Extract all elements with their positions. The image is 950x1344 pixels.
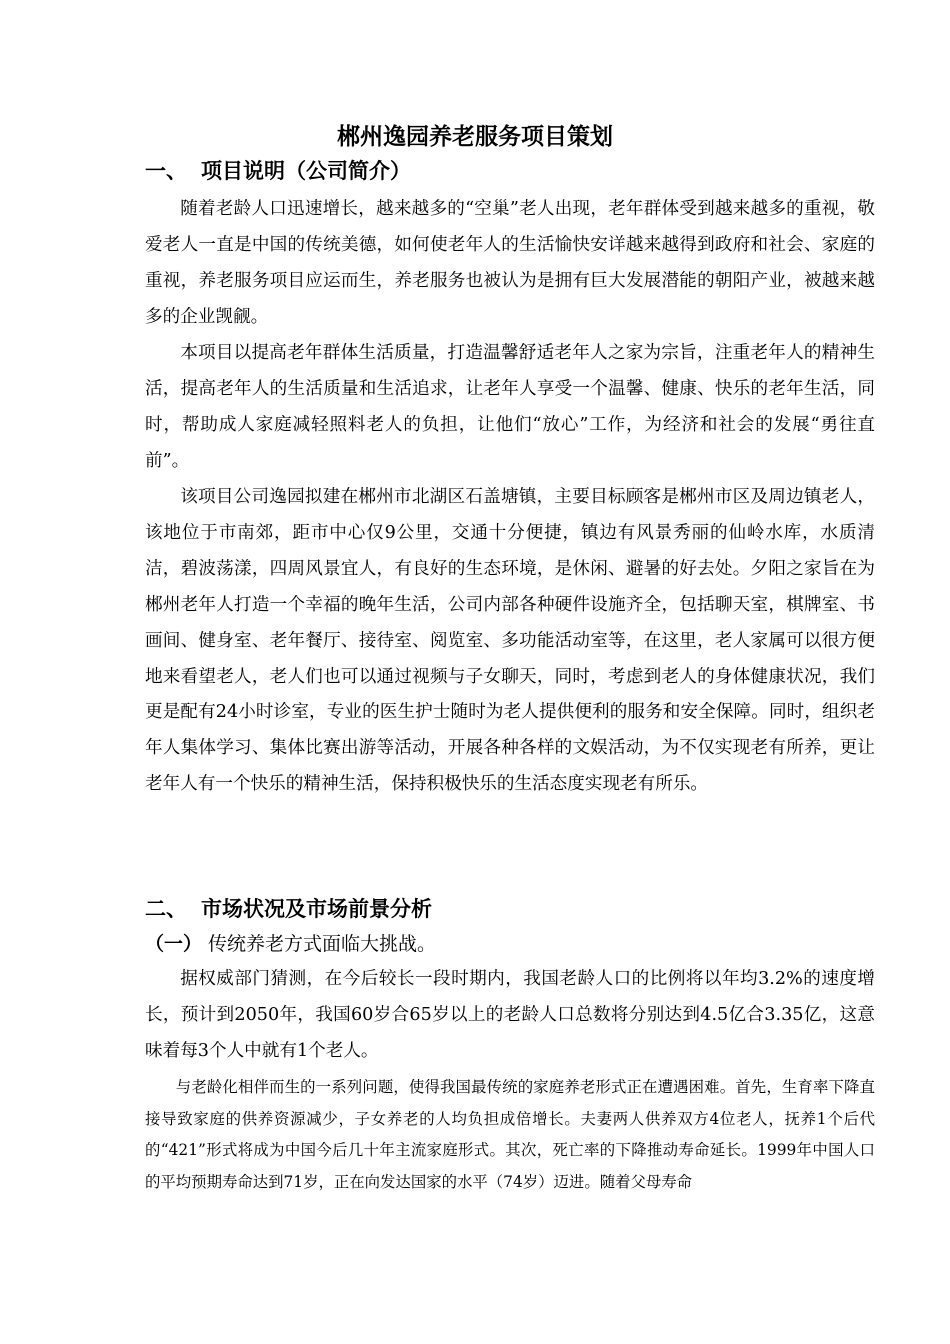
section-1-number: 一、 (145, 159, 187, 183)
section-1-paragraph-2: 本项目以提高老年群体生活质量，打造温馨舒适老年人之家为宗旨，注重老年人的精神生活，提高老年人的生活质量和生活追求，让老年人享受一个温馨、健康、快乐的老年生活，同时，帮助成人家庭减轻照料老人的负担，让他们“放心”工作，为经济和社会的发展“勇往直前”。 (145, 343, 875, 471)
section-2-heading (145, 894, 432, 924)
subsection-1-number: （一） (145, 933, 203, 955)
section-1-title: 项目说明（公司简介） (201, 159, 411, 183)
section-1-paragraph-1: 随着老龄人口迅速增长，越来越多的“空巢”老人出现，老年群体受到越来越多的重视，敬爱老人一直是中国的传统美德，如何使老年人的生活愉快安详越来越得到政府和社会、家庭的重视，养老服务项目应运而生，养老服务也被认为是拥有巨大发展潜能的朝阳产业，被越来越多的企业觊觎。 (145, 199, 875, 327)
subsection-1-title: 传统养老方式面临大挑战。 (208, 933, 437, 955)
section-1-heading (145, 156, 411, 186)
subsection-1-heading (145, 929, 436, 959)
section-2-paragraph-1: 据权威部门猜测，在今后较长一段时期内，我国老龄人口的比例将以年均3.2%的速度增长，预计到2050年，我国60岁合65岁以上的老龄人口总数将分别达到4.5亿合3.35亿，这意味着每3个人中就有1个老人。 (145, 969, 875, 1061)
section-2-paragraph-2: 与老龄化相伴而生的一系列问题，使得我国最传统的家庭养老形式正在遭遇困难。首先，生育率下降直接导致家庭的供养资源减少，子女养老的人均负担成倍增长。夫妻两人供养双方4位老人，抚养1个后代的“421”形式将成为中国今后几十年主流家庭形式。其次，死亡率的下降推动寿命延长。1999年中国人口的平均预期寿命达到71岁，正在向发达国家的水平（74岁）迈进。随着父母寿命 (145, 1078, 875, 1191)
section-2-number: 二、 (145, 897, 187, 921)
document-title: 郴州逸园养老服务项目策划 (337, 124, 613, 150)
section-1-paragraph-3: 该项目公司逸园拟建在郴州市北湖区石盖塘镇，主要目标顾客是郴州市区及周边镇老人，该地位于市南郊，距市中心仅9公里，交通十分便捷，镇边有风景秀丽的仙岭水库，水质清洁，碧波荡漾，四周风景宜人，有良好的生态环境，是休闲、避暑的好去处。夕阳之家旨在为郴州老年人打造一个幸福的晚年生活，公司内部各种硬件设施齐全，包括聊天室，棋牌室、书画间、健身室、老年餐厅、接待室、阅览室、多功能活动室等，在这里，老人家属可以很方便地来看望老人，老人们也可以通过视频与子女聊天，同时，考虑到老人的身体健康状况，我们更是配有24小时诊室，专业的医生护士随时为老人提供便利的服务和安全保障。同时，组织老年人集体学习、集体比赛出游等活动，开展各种各样的文娱活动，为不仅实现老有所养，更让老年人有一个快乐的精神生活，保持积极快乐的生活态度实现老有所乐。 (145, 487, 875, 795)
section-2-title: 市场状况及市场前景分析 (201, 897, 432, 921)
